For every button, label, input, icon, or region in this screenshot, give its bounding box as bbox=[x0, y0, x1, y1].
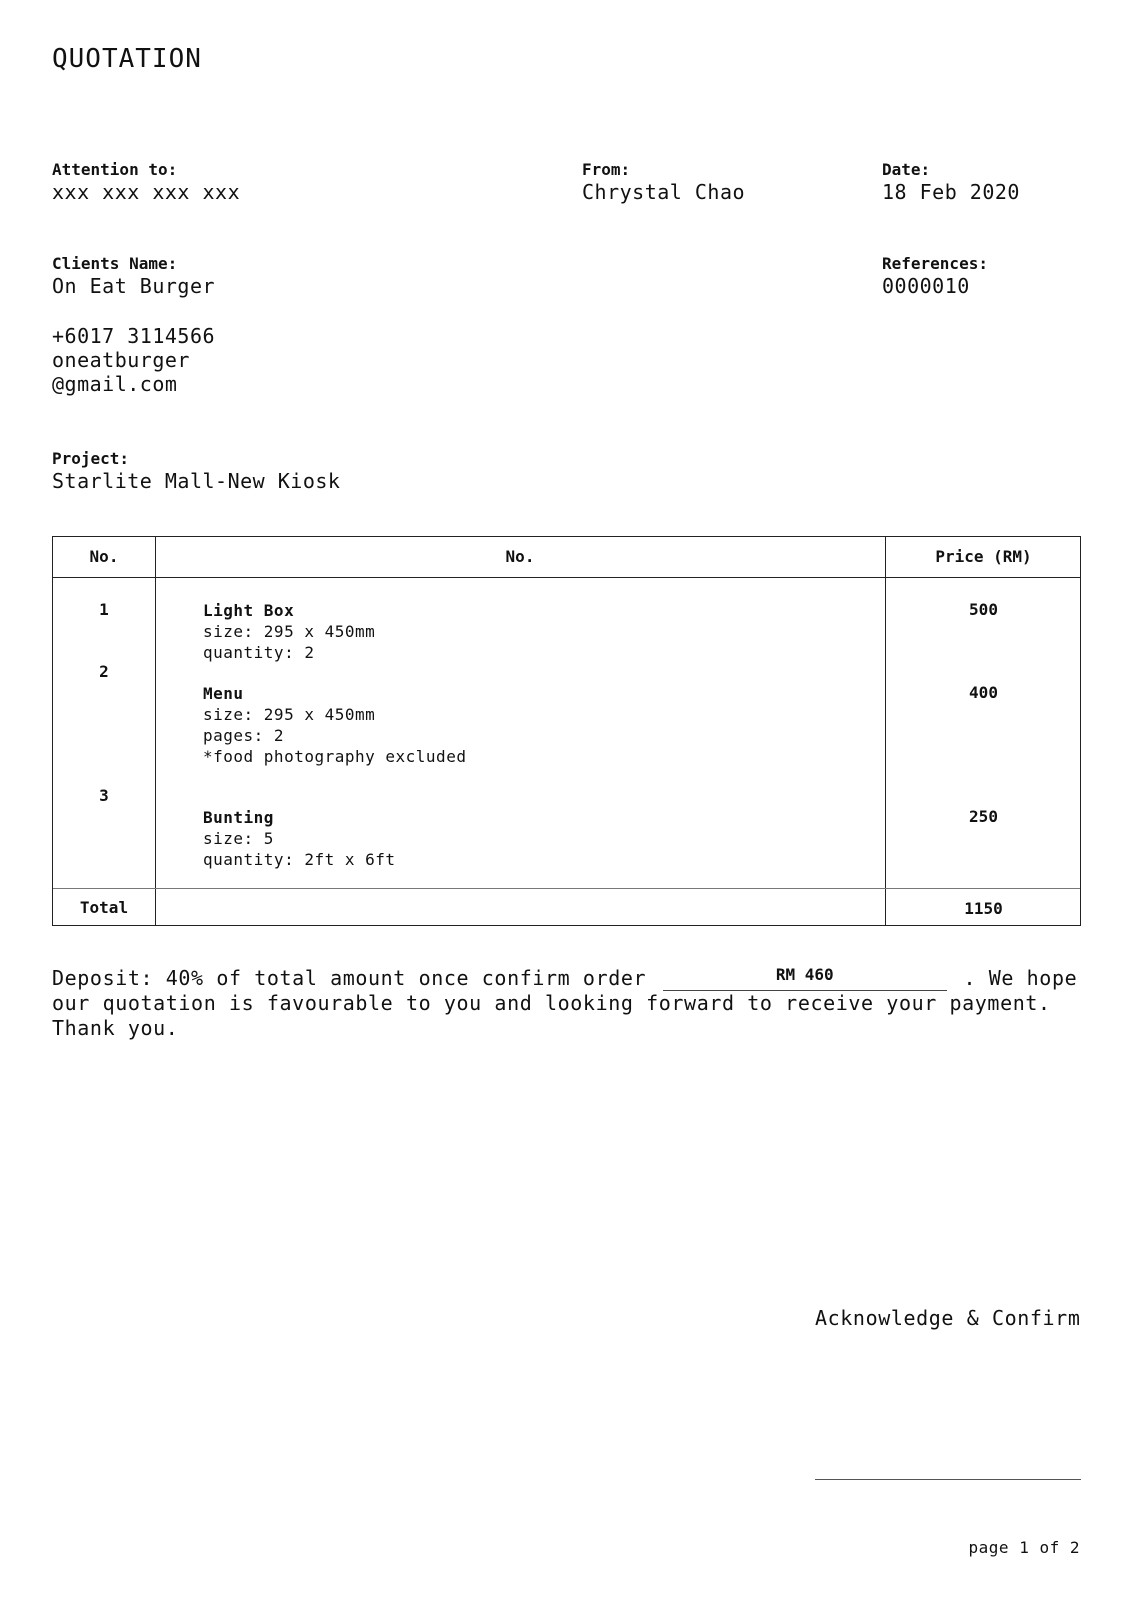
client-name: On Eat Burger bbox=[52, 274, 216, 298]
item-name: Bunting bbox=[203, 808, 274, 827]
total-label: Total bbox=[79, 898, 129, 917]
from-value: Chrystal Chao bbox=[582, 180, 746, 204]
references-value: 0000010 bbox=[882, 274, 970, 298]
client-label: Clients Name: bbox=[52, 254, 178, 273]
client-phone: +6017 3114566 bbox=[52, 324, 216, 348]
line-item bbox=[203, 683, 466, 767]
attention-block bbox=[52, 160, 240, 204]
client-block bbox=[52, 254, 215, 396]
references-block bbox=[882, 254, 988, 298]
row-number: 2 bbox=[99, 662, 109, 681]
line-item bbox=[203, 600, 375, 663]
row-number: 3 bbox=[99, 786, 109, 805]
table-column-divider bbox=[155, 537, 156, 925]
signature-line bbox=[815, 1479, 1081, 1480]
item-detail: size: 295 x 450mm bbox=[203, 705, 376, 724]
page-number: page 1 of 2 bbox=[968, 1538, 1080, 1557]
table-header-divider bbox=[53, 577, 1080, 578]
client-email-line2: @gmail.com bbox=[52, 372, 178, 396]
item-detail: quantity: 2ft x 6ft bbox=[203, 850, 396, 869]
line-item bbox=[203, 807, 396, 870]
item-detail: quantity: 2 bbox=[203, 643, 315, 662]
deposit-suffix: . We hope our quotation is favourable to you and looking forward to receive your payment. Thank you. bbox=[52, 966, 1078, 1040]
deposit-paragraph bbox=[52, 966, 1092, 1041]
item-detail: size: 5 bbox=[203, 829, 274, 848]
table-total-divider bbox=[53, 888, 1080, 889]
deposit-prefix: Deposit: 40% of total amount once confirm order bbox=[52, 966, 647, 990]
project-value: Starlite Mall-New Kiosk bbox=[52, 469, 341, 493]
header-no: No. bbox=[89, 547, 119, 566]
date-value: 18 Feb 2020 bbox=[882, 180, 1020, 204]
header-description: No. bbox=[505, 547, 535, 566]
deposit-amount-field bbox=[663, 965, 947, 991]
item-price: 400 bbox=[969, 683, 998, 702]
total-value: 1150 bbox=[964, 899, 1003, 918]
references-label: References: bbox=[882, 254, 988, 273]
attention-value: xxx xxx xxx xxx bbox=[52, 180, 241, 204]
header-price: Price (RM) bbox=[935, 547, 1032, 566]
quotation-table bbox=[52, 536, 1081, 926]
item-price: 500 bbox=[969, 600, 998, 619]
project-label: Project: bbox=[52, 449, 130, 468]
attention-label: Attention to: bbox=[52, 160, 178, 179]
date-block bbox=[882, 160, 1020, 204]
item-name: Menu bbox=[203, 684, 244, 703]
acknowledge-label: Acknowledge & Confirm bbox=[815, 1306, 1081, 1330]
date-label: Date: bbox=[882, 160, 931, 179]
deposit-amount: RM 460 bbox=[775, 965, 834, 984]
from-block bbox=[582, 160, 745, 204]
document-title: QUOTATION bbox=[52, 44, 202, 74]
client-contact bbox=[52, 324, 215, 396]
item-detail: size: 295 x 450mm bbox=[203, 622, 376, 641]
table-column-divider bbox=[885, 537, 886, 925]
item-price: 250 bbox=[969, 807, 998, 826]
project-block bbox=[52, 449, 340, 493]
from-label: From: bbox=[582, 160, 631, 179]
client-email-line1: oneatburger bbox=[52, 348, 190, 372]
row-number: 1 bbox=[99, 600, 109, 619]
item-detail: *food photography excluded bbox=[203, 747, 467, 766]
item-detail: pages: 2 bbox=[203, 726, 285, 745]
item-name: Light Box bbox=[203, 601, 295, 620]
